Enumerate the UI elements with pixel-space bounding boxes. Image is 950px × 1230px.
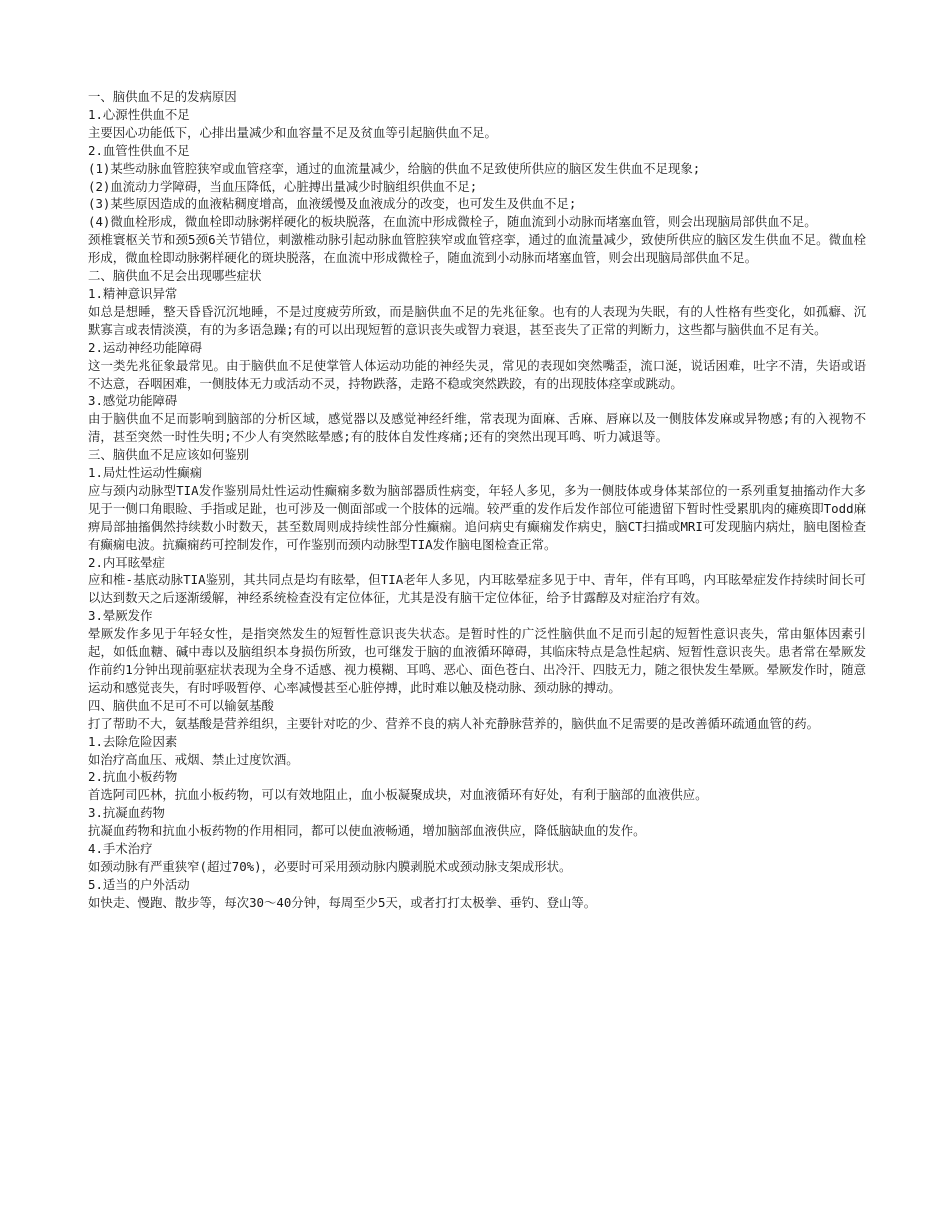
paragraph: 由于脑供血不足而影响到脑部的分析区域，感觉器以及感觉神经纤维，常表现为面麻、舌麻、唇麻以及一侧肢体发麻或异物感;有的入视物不清，甚至突然一时性失明;不少人有突然眩晕感;有的肢体自发性疼痛;还有的突然出现耳鸣、听力减退等。: [88, 411, 866, 445]
subsection-heading: 2.抗血小板药物: [88, 769, 178, 785]
paragraph: 晕厥发作多见于年轻女性，是指突然发生的短暂性意识丧失状态。是暂时性的广泛性脑供血不足而引起的短暂性意识丧失，常由躯体因素引起，如低血糖、碱中毒以及脑组织本身损伤所致，也可继发于脑的血液循环障碍，其临床特点是急性起病、短暂性意识丧失。患者常在晕厥发作前约1分钟出现前驱症状表现为全身不适感、视力模糊、耳鸣、恶心、面色苍白、出冷汗、四肢无力，随之很快发生晕厥。晕厥发作时，随意运动和感觉丧失，有时呼吸暂停、心率减慢甚至心脏停搏，此时难以触及桡动脉、颈动脉的搏动。: [88, 626, 866, 695]
paragraph: (4)微血栓形成，微血栓即动脉粥样硬化的板块脱落，在血流中形成微栓子，随血流到小动脉而堵塞血管，则会出现脑局部供血不足。: [88, 214, 817, 230]
paragraph: 打了帮助不大，氨基酸是营养组织，主要针对吃的少、营养不良的病人补充静脉营养的，脑供血不足需要的是改善循环疏通血管的药。: [88, 715, 820, 731]
paragraph: 应与颈内动脉型TIA发作鉴别局灶性运动性癫痫多数为脑部器质性病变，年轻人多见，多为一侧肢体或身体某部位的一系列重复抽搐动作大多见于一侧口角眼睑、手指或足趾，也可涉及一侧面部或一个肢体的远端。较严重的发作后发作部位可能遗留下暂时性受累肌肉的瘫痪即Todd麻痹局部抽搐偶然持续数小时数天，甚至数周则成持续性部分性癫痫。追问病史有癫痫发作病史，脑CT扫描或MRI可发现脑内病灶，脑电图检查有癫痫电波。抗癫痫药可控制发作，可作鉴别而颈内动脉型TIA发作脑电图检查正常。: [88, 482, 866, 552]
subsection-heading: 3.抗凝血药物: [88, 805, 165, 821]
subsection-heading: 1.局灶性运动性癫痫: [88, 465, 203, 481]
subsection-heading: 3.感觉功能障碍: [88, 393, 178, 409]
section-heading: 一、脑供血不足的发病原因: [88, 89, 237, 104]
paragraph: (3)某些原因造成的血液粘稠度增高，血液缓慢及血液成分的改变，也可发生及供血不足;: [88, 196, 577, 212]
subsection-heading: 1.心源性供血不足: [88, 106, 190, 122]
subsection-heading: 5.适当的户外活动: [88, 876, 190, 892]
paragraph: 如颈动脉有严重狭窄(超过70%)，必要时可采用颈动脉内膜剥脱术或颈动脉支架成形状。: [88, 858, 572, 874]
subsection-heading: 4.手术治疗: [88, 841, 153, 857]
paragraph: 这一类先兆征象最常见。由于脑供血不足使掌管人体运动功能的神经失灵，常见的表现如突然嘴歪，流口涎，说话困难，吐字不清，失语或语不达意，吞咽困难，一侧肢体无力或活动不灵，持物跌落，走路不稳或突然跌跤，有的出现肢体痉挛或跳动。: [88, 357, 866, 391]
paragraph: 如总是想睡，整天昏昏沉沉地睡，不是过度疲劳所致，而是脑供血不足的先兆征象。也有的人表现为失眠，有的人性格有些变化，如孤癖、沉默寡言或表情淡漠，有的为多语急躁;有的可以出现短暂的意识丧失或智力衰退，甚至丧失了正常的判断力，这些都与脑供血不足有关。: [88, 303, 866, 337]
paragraph: 抗凝血药物和抗血小板药物的作用相同，都可以使血液畅通，增加脑部血液供应，降低脑缺血的发作。: [88, 823, 646, 839]
paragraph: 如治疗高血压、戒烟、禁止过度饮酒。: [88, 751, 299, 767]
paragraph: 如快走、慢跑、散步等，每次30～40分钟，每周至少5天，或者打打太极拳、垂钓、登山等。: [88, 894, 597, 910]
paragraph: 首选阿司匹林，抗血小板药物，可以有效地阻止，血小板凝聚成块，对血液循环有好处，有利于脑部的血液供应。: [88, 787, 708, 803]
subsection-heading: 1.精神意识异常: [88, 285, 178, 301]
subsection-heading: 2.血管性供血不足: [88, 142, 190, 158]
paragraph: 颈椎寰枢关节和颈5颈6关节错位，刺激椎动脉引起动脉血管腔狭窄或血管痉挛，通过的血流量减少，致使所供应的脑区发生供血不足。微血栓形成，微血栓即动脉粥样硬化的斑块脱落，在血流中形成微栓子，随血流到小动脉而堵塞血管，则会出现脑局部供血不足。: [88, 232, 866, 266]
subsection-heading: 2.内耳眩晕症: [88, 554, 165, 570]
paragraph: (2)血流动力学障碍，当血压降低，心脏搏出量减少时脑组织供血不足;: [88, 178, 478, 194]
paragraph: 主要因心功能低下，心排出量减少和血容量不足及贫血等引起脑供血不足。: [88, 124, 497, 140]
section-heading: 二、脑供血不足会出现哪些症状: [88, 268, 262, 284]
subsection-heading: 2.运动神经功能障碍: [88, 339, 203, 355]
paragraph: (1)某些动脉血管腔狭窄或血管痉挛，通过的血流量减少，给脑的供血不足致使所供应的脑区发生供血不足现象;: [88, 160, 701, 176]
section-heading: 四、脑供血不足可不可以输氨基酸: [88, 697, 274, 713]
subsection-heading: 1.去除危险因素: [88, 733, 178, 749]
subsection-heading: 3.晕厥发作: [88, 608, 153, 624]
article-body: [88, 88, 866, 912]
section-heading: 三、脑供血不足应该如何鉴别: [88, 447, 250, 463]
paragraph: 应和椎-基底动脉TIA鉴别，其共同点是均有眩晕，但TIA老年人多见，内耳眩晕症多见于中、青年，伴有耳鸣，内耳眩晕症发作持续时间长可以达到数天之后逐渐缓解，神经系统检查没有定位体征，尤其是没有脑干定位体征，给予甘露醇及对症治疗有效。: [88, 572, 866, 606]
